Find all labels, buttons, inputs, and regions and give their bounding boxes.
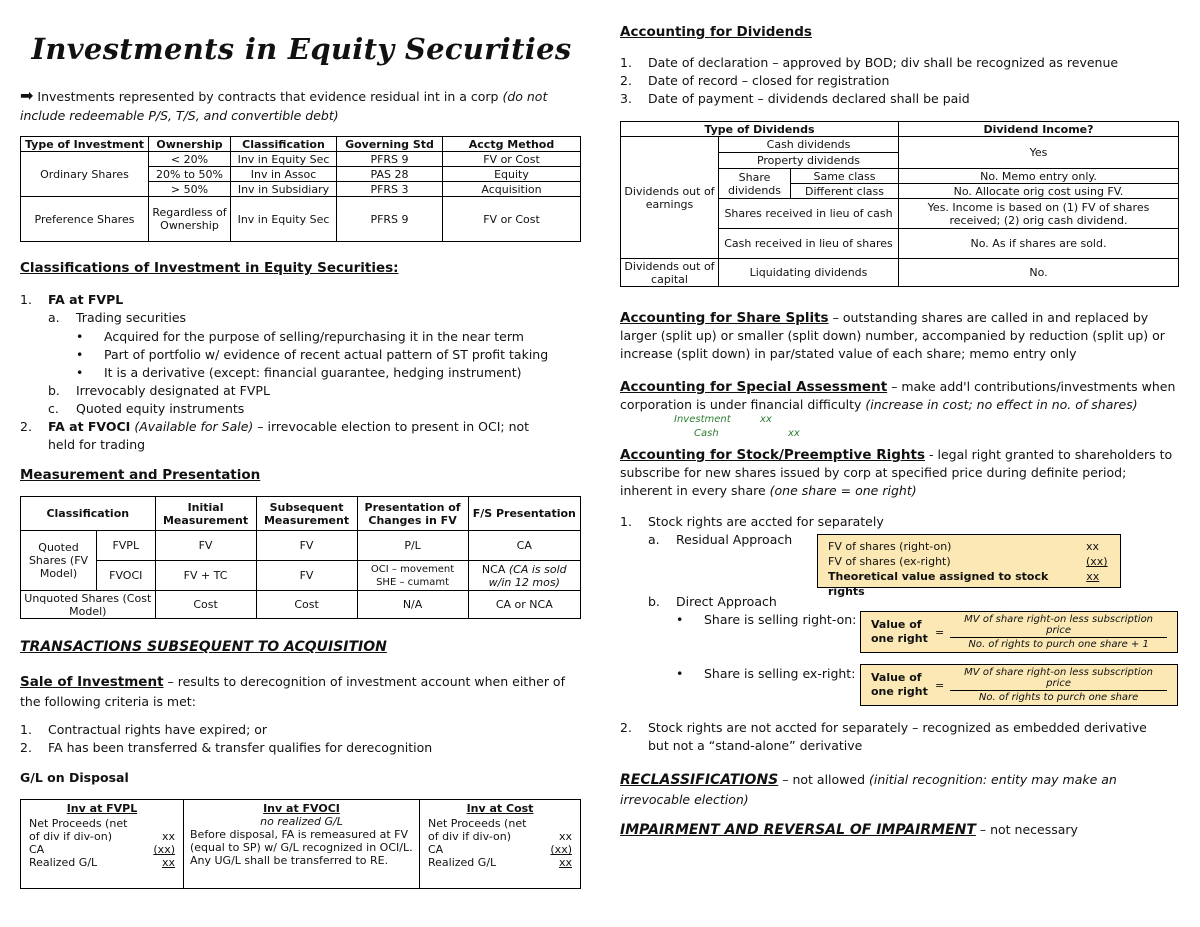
ca-label: CA (428, 843, 444, 856)
disposal-table (20, 799, 581, 889)
right-on-formula (860, 611, 1178, 653)
preference-shares: Preference Shares (21, 197, 149, 242)
share-splits (620, 309, 1180, 363)
class-item-2-italic: (Available for Sale) (134, 419, 254, 434)
je-debit-val: xx (760, 414, 772, 425)
class-item-a-text: Trading securities (76, 310, 187, 325)
val: (xx) (153, 843, 175, 856)
rights-text: - legal right granted to shareholders to subscribe for new shares issued by corp at specified price during definite period; inherent in every share (620, 447, 1173, 498)
gl-label: Realized G/L (29, 856, 98, 869)
ca-label: CA (29, 843, 45, 856)
th-type: Type of Investment (21, 137, 149, 152)
gl-heading: G/L on Disposal (20, 770, 129, 785)
cell: No. (899, 259, 1179, 287)
out-of-earnings: Dividends out of earnings (621, 137, 719, 259)
cell: Property dividends (719, 153, 899, 169)
cell: N/A (357, 591, 468, 619)
fvoci-fs: NCA (481, 562, 506, 576)
box-val: (xx) (1086, 555, 1108, 568)
je-credit: Cash (694, 428, 719, 439)
cell: Shares received in lieu of cash (719, 199, 899, 229)
intro-main: Investments represented by contracts that evidence residual int in a corp (37, 89, 499, 104)
dividends-heading: Accounting for Dividends (620, 24, 812, 40)
value-label: Value of one right (871, 618, 928, 645)
class-item-1: 1. FA at FVPL (20, 292, 124, 307)
ex-right-item: • Share is selling ex-right: (676, 666, 856, 681)
cell: 20% to 50% (149, 167, 231, 182)
eq-sign: = (935, 625, 945, 639)
cell: Inv in Assoc (231, 167, 337, 182)
fvoci-note: (CA is sold w/in 12 mos) (488, 562, 567, 589)
cell: Inv in Equity Sec (231, 152, 337, 167)
criteria-item: 1. Contractual rights have expired; or (20, 722, 268, 737)
box-val: xx (1086, 570, 1100, 583)
cell: FV (155, 531, 256, 561)
fraction (950, 614, 1167, 650)
class-item-c: c. Quoted equity instruments (48, 401, 245, 416)
val: xx (558, 856, 572, 869)
investment-type-table (20, 136, 581, 242)
stock-rights (620, 446, 1180, 500)
transactions-heading: TRANSACTIONS SUBSEQUENT TO ACQUISITION (20, 639, 387, 655)
cell: P/L (357, 531, 468, 561)
cell: No. Memo entry only. (899, 169, 1179, 184)
cell: FVPL (97, 531, 156, 561)
impairment-text: – not necessary (979, 822, 1078, 837)
cell (468, 561, 580, 591)
th-type-dividends: Type of Dividends (621, 122, 899, 137)
direct-approach: b. Direct Approach (648, 594, 777, 609)
reclass-text: – not allowed (782, 772, 866, 787)
fraction (950, 667, 1167, 703)
rights-item-2-text2: but not a “stand-alone” derivative (648, 738, 863, 753)
box-row: FV of shares (ex-right) (828, 555, 951, 568)
residual-text: Residual Approach (676, 532, 793, 547)
th-fs-presentation: F/S Presentation (468, 497, 580, 531)
date-text: Date of record – closed for registration (648, 73, 890, 88)
cell: PFRS 9 (337, 197, 443, 242)
reclass-heading: RECLASSIFICATIONS (620, 772, 779, 788)
arrow-right-icon: ➡ (20, 86, 34, 105)
cell: CA (468, 531, 580, 561)
numerator: MV of share right-on less subscription price (950, 614, 1167, 638)
cell: Inv in Equity Sec (231, 197, 337, 242)
box-val: xx (1086, 540, 1100, 553)
cell: FV + TC (155, 561, 256, 591)
cell: Share dividends (719, 169, 791, 199)
th-classification: Classification (21, 497, 156, 531)
denominator: No. of rights to purch one share + 1 (968, 639, 1149, 650)
date-text: Date of declaration – approved by BOD; div shall be recognized as revenue (648, 55, 1119, 70)
date-item: 1. Date of declaration – approved by BOD; div shall be recognized as revenue (620, 55, 1119, 70)
right-on-item: • Share is selling right-on: (676, 612, 857, 627)
measurement-heading: Measurement and Presentation (20, 467, 261, 483)
th-dividend-income: Dividend Income? (899, 122, 1179, 137)
dividends-table (620, 121, 1179, 287)
cell: FV (256, 531, 357, 561)
cell: Cost (155, 591, 256, 619)
classifications-heading: Classifications of Investment in Equity Securities: (20, 260, 399, 276)
rights-item-2: 2. Stock rights are not accted for separately – recognized as embedded derivative (620, 720, 1147, 735)
th-method: Acctg Method (443, 137, 581, 152)
cell: PFRS 9 (337, 152, 443, 167)
criteria-text: FA has been transferred & transfer qualifies for derecognition (48, 740, 433, 755)
cell: OCI – movement SHE – cumamt (357, 561, 468, 591)
box-row: Theoretical value assigned to stock rights (828, 570, 1049, 598)
cell: Cost (256, 591, 357, 619)
net-proceeds: Net Proceeds (net of div if div-on) (29, 817, 128, 843)
class-item-a: a. Trading securities (48, 310, 187, 325)
th-ownership: Ownership (149, 137, 231, 152)
bullet-text: Part of portfolio w/ evidence of recent actual pattern of ST profit taking (104, 347, 549, 362)
bullet-text: Acquired for the purpose of selling/repurchasing it in the near term (104, 329, 524, 344)
box-row: FV of shares (right-on) (828, 540, 952, 553)
intro-italic: (do not include redeemable P/S, T/S, and convertible debt) (20, 89, 548, 123)
rights-heading: Accounting for Stock/Preemptive Rights (620, 447, 925, 463)
th-governing: Governing Std (337, 137, 443, 152)
sale-text: – results to derecognition of investment account when either of the following criteria is met: (20, 674, 565, 709)
cell: No. As if shares are sold. (899, 229, 1179, 259)
th-presentation-changes: Presentation of Changes in FV (357, 497, 468, 531)
cell: FV or Cost (443, 152, 581, 167)
right-on-text: Share is selling right-on: (704, 612, 857, 627)
impairment-heading: IMPAIRMENT AND REVERSAL OF IMPAIRMENT (620, 822, 976, 838)
intro-text (20, 86, 583, 125)
cell: Yes (899, 137, 1179, 169)
bullet-text: It is a derivative (except: financial guarantee, hedging instrument) (104, 365, 522, 380)
class-item-2: 2. FA at FVOCI (Available for Sale) – irrevocable election to present in OCI; not (20, 419, 530, 434)
out-of-capital: Dividends out of capital (621, 259, 719, 287)
cell: Inv in Subsidiary (231, 182, 337, 197)
reclassifications (620, 770, 1180, 809)
cell: Equity (443, 167, 581, 182)
fvpl-head: Inv at FVPL (66, 802, 138, 815)
criteria-text: Contractual rights have expired; or (48, 722, 268, 737)
rights-item-2-text: Stock rights are not accted for separately – recognized as embedded derivative (648, 720, 1147, 735)
val: xx (558, 830, 572, 843)
cell: Same class (791, 169, 899, 184)
reclass-italic: (initial recognition: entity may make an irrevocable election) (620, 772, 1117, 807)
cell: > 50% (149, 182, 231, 197)
cell: Cash received in lieu of shares (719, 229, 899, 259)
residual-box (817, 534, 1121, 598)
ex-right-formula (860, 664, 1178, 706)
class-item-1-text: FA at FVPL (48, 292, 124, 307)
cell: Different class (791, 184, 899, 199)
je-debit: Investment (674, 414, 731, 425)
fvoci-text: Before disposal, FA is remeasured at FV (equal to SP) w/ G/L recognized in OCI/L. Any UG/L shall be transferred to RE. (190, 828, 413, 867)
rights-item-1-text: Stock rights are accted for separately (648, 514, 884, 529)
eq-sign: = (935, 678, 945, 692)
th-subsequent: Subsequent Measurement (256, 497, 357, 531)
date-item: 2. Date of record – closed for registration (620, 73, 890, 88)
cell: FVOCI (97, 561, 156, 591)
residual-approach: a. Residual Approach (648, 532, 793, 547)
denominator: No. of rights to purch one share (978, 692, 1139, 703)
date-text: Date of payment – dividends declared shall be paid (648, 91, 970, 106)
date-item: 3. Date of payment – dividends declared shall be paid (620, 91, 970, 106)
direct-text: Direct Approach (676, 594, 777, 609)
ordinary-shares: Ordinary Shares (21, 152, 149, 197)
bullet-item: • Acquired for the purpose of selling/repurchasing it in the near term (76, 329, 524, 344)
cell: < 20% (149, 152, 231, 167)
splits-text: – outstanding shares are called in and replaced by larger (split up) or smaller (split down) number, accompanied by reduction (split up) or increase (split down) in par/stated value of each share; memo entry only (620, 310, 1165, 361)
th-classification: Classification (231, 137, 337, 152)
sale-heading: Sale of Investment (20, 674, 164, 690)
val: (xx) (550, 843, 572, 856)
class-item-b: b. Irrevocably designated at FVPL (48, 383, 270, 398)
impairment (620, 822, 1078, 838)
splits-heading: Accounting for Share Splits (620, 310, 829, 326)
cell: Liquidating dividends (719, 259, 899, 287)
class-item-c-text: Quoted equity instruments (76, 401, 245, 416)
cell: Cash dividends (719, 137, 899, 153)
cell: Yes. Income is based on (1) FV of shares received; (2) orig cash dividend. (899, 199, 1179, 229)
cost-head: Inv at Cost (466, 802, 534, 815)
cell: Regardless of Ownership (149, 197, 231, 242)
rights-item-1: 1. Stock rights are accted for separately (620, 514, 884, 529)
cell: Acquisition (443, 182, 581, 197)
bullet-item: • Part of portfolio w/ evidence of recent actual pattern of ST profit taking (76, 347, 549, 362)
fvoci-sub: no realized G/L (260, 815, 343, 828)
sale-paragraph (20, 672, 583, 711)
ex-right-text: Share is selling ex-right: (704, 666, 856, 681)
gl-label: Realized G/L (428, 856, 497, 869)
cell: CA or NCA (468, 591, 580, 619)
class-item-b-text: Irrevocably designated at FVPL (76, 383, 270, 398)
cell: PFRS 3 (337, 182, 443, 197)
criteria-item: 2. FA has been transferred & transfer qualifies for derecognition (20, 740, 433, 755)
unquoted-shares: Unquoted Shares (Cost Model) (21, 591, 156, 619)
je-credit-val: xx (788, 428, 800, 439)
special-assessment (620, 378, 1180, 414)
rights-italic: (one share = one right) (769, 483, 917, 498)
net-proceeds: Net Proceeds (net of div if div-on) (428, 817, 527, 843)
special-text: – make add'l contributions/investments when corporation is under financial difficulty (620, 379, 1176, 412)
class-item-2-text2: held for trading (48, 437, 146, 452)
class-item-2-bold: FA at FVOCI (48, 419, 131, 434)
fvpl-disposal (21, 800, 184, 889)
cell: FV (256, 561, 357, 591)
numerator: MV of share right-on less subscription price (950, 667, 1167, 691)
val: xx (161, 830, 175, 843)
val: xx (161, 856, 175, 869)
cost-disposal (420, 800, 581, 889)
class-item-2-text: – irrevocable election to present in OCI; not (257, 419, 530, 434)
cell: FV or Cost (443, 197, 581, 242)
special-heading: Accounting for Special Assessment (620, 379, 888, 395)
th-initial: Initial Measurement (155, 497, 256, 531)
page-title: Investments in Equity Securities (31, 32, 572, 66)
bullet-item: • It is a derivative (except: financial guarantee, hedging instrument) (76, 365, 522, 380)
fvoci-head: Inv at FVOCI (263, 802, 340, 815)
fvoci-disposal (184, 800, 420, 889)
measurement-table (20, 496, 581, 619)
special-italic: (increase in cost; no effect in no. of shares) (865, 397, 1138, 412)
cell: PAS 28 (337, 167, 443, 182)
quoted-shares: Quoted Shares (FV Model) (21, 531, 97, 591)
cell: No. Allocate orig cost using FV. (899, 184, 1179, 199)
value-label: Value of one right (871, 671, 928, 698)
